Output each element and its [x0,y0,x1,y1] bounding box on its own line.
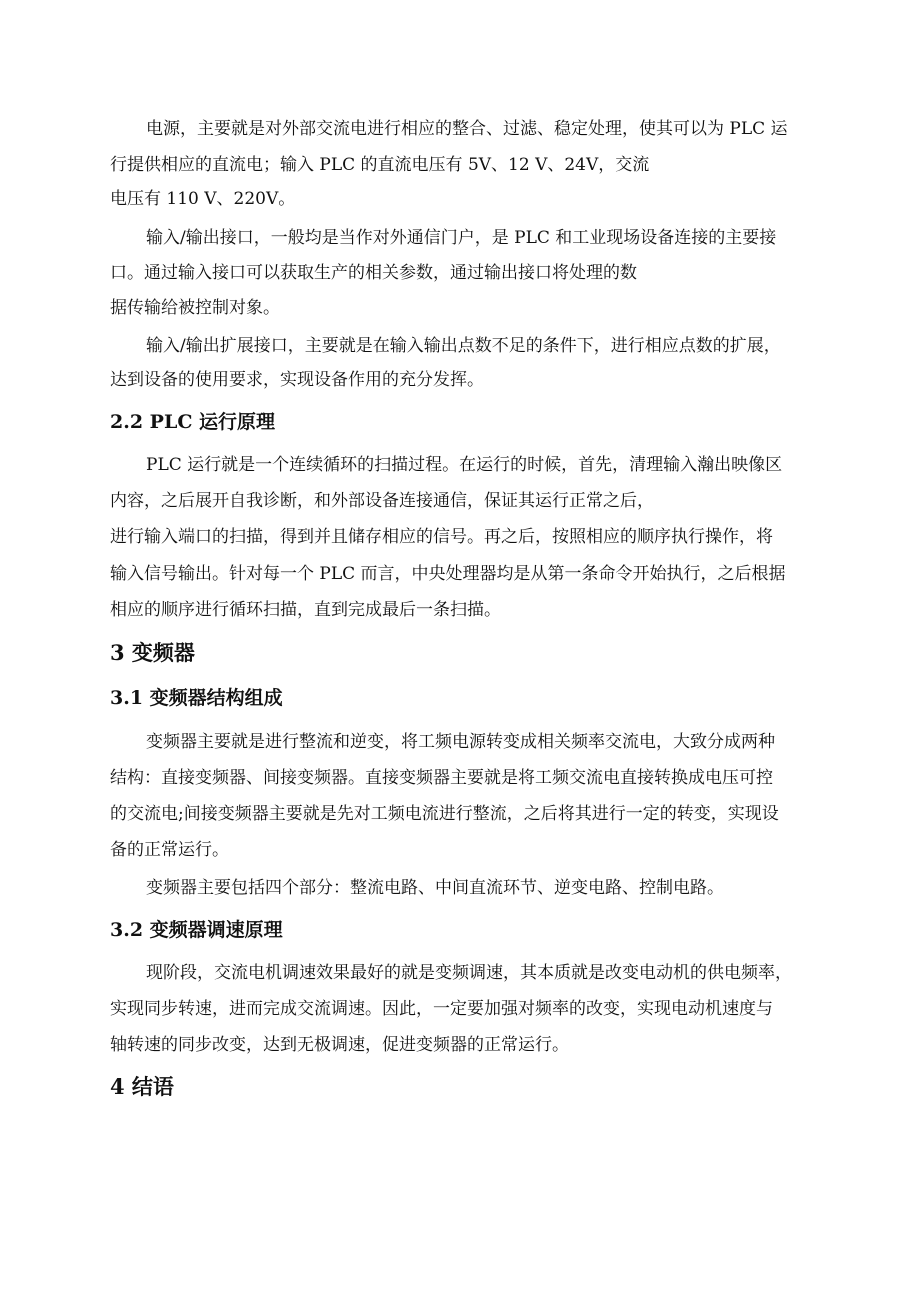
para-plc-line-3: 进行输入端口的扫描，得到并且储存相应的信号。再之后，按照相应的顺序执行操作，将 [110,527,773,547]
para-vfd-structure-line-3: 的交流电;间接变频器主要就是先对工频电流进行整流，之后将其进行一定的转变，实现设 [110,804,779,824]
para-power-line-1: 电源，主要就是对外部交流电进行相应的整合、过滤、稳定处理，使其可以为 PLC 运 [146,119,788,139]
para-plc-line-5: 相应的顺序进行循环扫描，直到完成最后一条扫描。 [110,600,501,620]
para-speed-line-1: 现阶段，交流电机调速效果最好的就是变频调速，其本质就是改变电动机的供电频率， [146,963,792,983]
heading-3-2: 3.2 变频器调速原理 [110,919,283,941]
heading-3-1: 3.1 变频器结构组成 [110,687,283,709]
para-vfd-structure-line-2: 结构：直接变频器、间接变频器。直接变频器主要就是将工频交流电直接转换成电压可控 [110,768,773,788]
para-vfd-structure-line-4: 备的正常运行。 [110,840,229,860]
para-vfd-parts-line-1: 变频器主要包括四个部分：整流电路、中间直流环节、逆变电路、控制电路。 [146,878,724,898]
para-vfd-structure-line-1: 变频器主要就是进行整流和逆变，将工频电源转变成相关频率交流电，大致分成两种 [146,732,775,752]
heading-4: 4 结语 [110,1074,174,1099]
para-plc-line-2: 内容，之后展开自我诊断，和外部设备连接通信，保证其运行正常之后， [110,491,654,511]
para-plc-line-1: PLC 运行就是一个连续循环的扫描过程。在运行的时候，首先，清理输入瀚出映像区 [146,455,783,475]
para-speed-line-3: 轴转速的同步改变，达到无极调速，促进变频器的正常运行。 [110,1035,569,1055]
para-power-line-2: 行提供相应的直流电；输入 PLC 的直流电压有 5V、12 V、24V，交流 [110,155,650,175]
para-power-line-3: 电压有 110 V、220V。 [110,189,296,209]
para-speed-line-2: 实现同步转速，进而完成交流调速。因此，一定要加强对频率的改变，实现电动机速度与 [110,999,773,1019]
heading-2-2: 2.2 PLC 运行原理 [110,411,276,433]
para-io-ext-line-2: 达到设备的使用要求，实现设备作用的充分发挥。 [110,370,484,390]
para-io-line-1: 输入/输出接口，一般均是当作对外通信门户，是 PLC 和工业现场设备连接的主要接 [146,228,777,248]
para-io-line-3: 据传输给被控制对象。 [110,298,280,318]
para-plc-line-4: 输入信号输出。针对每一个 PLC 而言，中央处理器均是从第一条命令开始执行，之后根据 [110,564,786,584]
heading-3: 3 变频器 [110,640,195,665]
para-io-ext-line-1: 输入/输出扩展接口，主要就是在输入输出点数不足的条件下，进行相应点数的扩展， [146,336,781,356]
para-io-line-2: 口。通过输入接口可以获取生产的相关参数，通过输出接口将处理的数 [110,263,637,283]
